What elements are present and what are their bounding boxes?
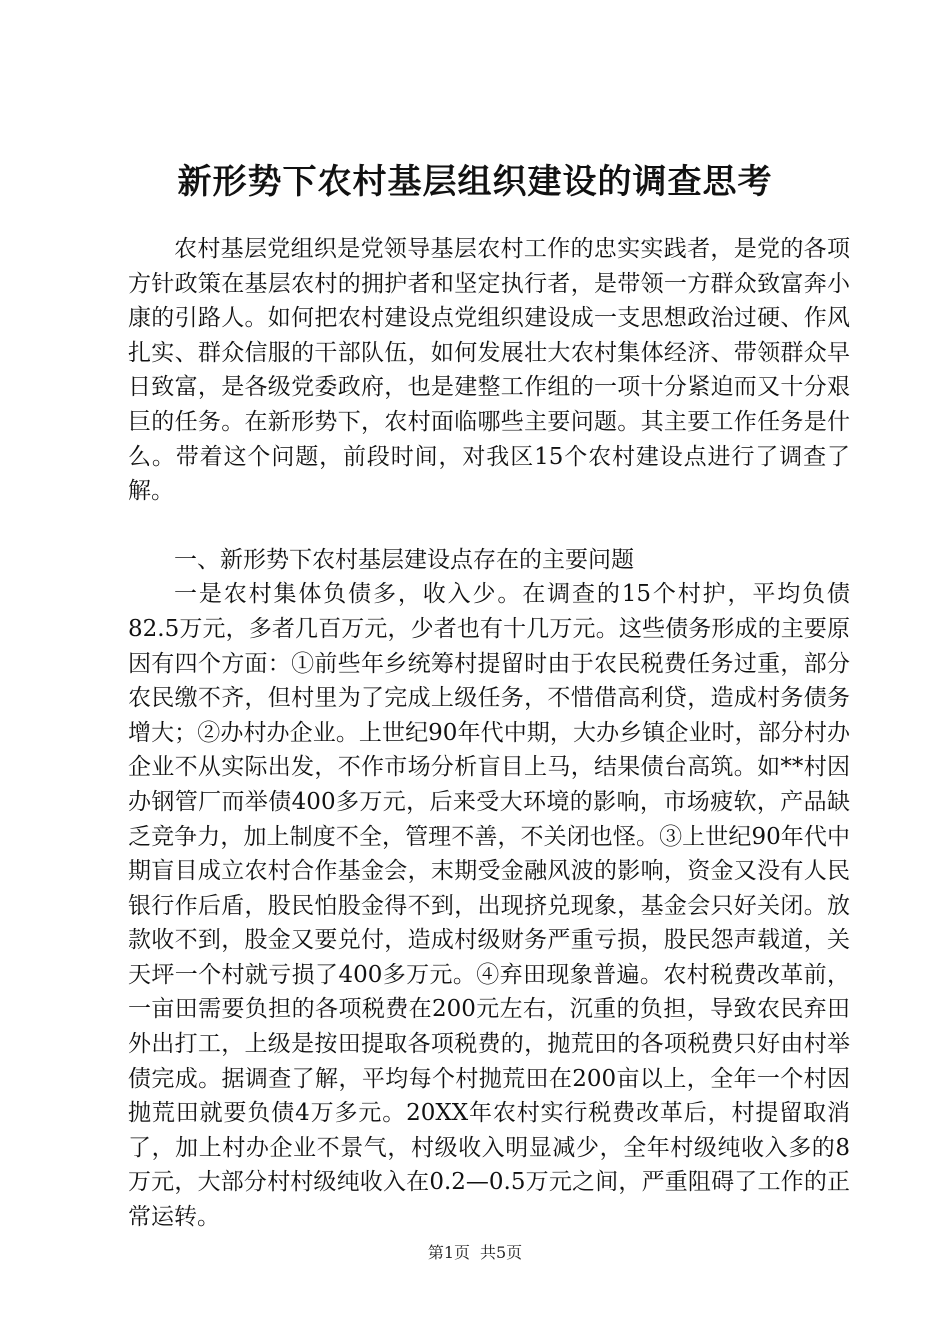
body-paragraph: 一是农村集体负债多，收入少。在调查的15个村护，平均负债82.5万元，多者几百万元，少者也有十几万元。这些债务形成的主要原因有四个方面：①前些年乡统筹村提留时由于农民税费任务过重，部分农民缴不齐，但村里为了完成上级任务，不惜借高利贷，造成村务债务增大；②办村办企业。上世纪90年代中期，大办乡镇企业时，部分村办企业不从实际出发，不作市场分析盲目上马，结果债台高筑。如**村因办钢管厂而举债400多万元，后来受大环境的影响，市场疲软，产品缺乏竞争力，加上制度不全，管理不善，不关闭也怪。③上世纪90年代中期盲目成立农村合作基金会，末期受金融风波的影响，资金又没有人民银行作后盾，股民怕股金得不到，出现挤兑现象，基金会只好关闭。放款收不到，股金又要兑付，造成村级财务严重亏损，股民怨声载道，关天坪一个村就亏损了400多万元。④弃田现象普遍。农村税费改革前，一亩田需要负担的各项税费在200元左右，沉重的负担，导致农民弃田外出打工，上级是按田提取各项税费的，抛荒田的各项税费只好由村举债完成。据调查了解，平均每个村抛荒田在200亩以上，全年一个村因抛荒田就要负债4万多元。20XX年农村实行税费改革后，村提留取消了，加上村办企业不景气，村级收入明显减少，全年村级纯收入多的8万元，大部分村村级纯收入在0.2—0.5万元之间，严重阻碍了工作的正常运转。 — [128, 581, 850, 1231]
page-total: 共5页 — [480, 1243, 523, 1262]
page-number: 第1页 — [427, 1243, 470, 1262]
document-title: 新形势下农村基层组织建设的调查思考 — [177, 162, 773, 202]
page-footer — [0, 1242, 950, 1264]
intro-paragraph: 农村基层党组织是党领导基层农村工作的忠实实践者，是党的各项方针政策在基层农村的拥护者和坚定执行者，是带领一方群众致富奔小康的引路人。如何把农村建设点党组织建设成一支思想政治过硬、作风扎实、群众信服的干部队伍，如何发展壮大农村集体经济、带领群众早日致富，是各级党委政府，也是建整工作组的一项十分紧迫而又十分艰巨的任务。在新形势下，农村面临哪些主要问题。其主要工作任务是什么。带着这个问题，前段时间，对我区15个农村建设点进行了调查了解。 — [128, 236, 850, 505]
section-heading: 一、新形势下农村基层建设点存在的主要问题 — [174, 546, 634, 573]
document-body — [128, 232, 850, 1235]
paragraph-spacer — [128, 509, 850, 543]
